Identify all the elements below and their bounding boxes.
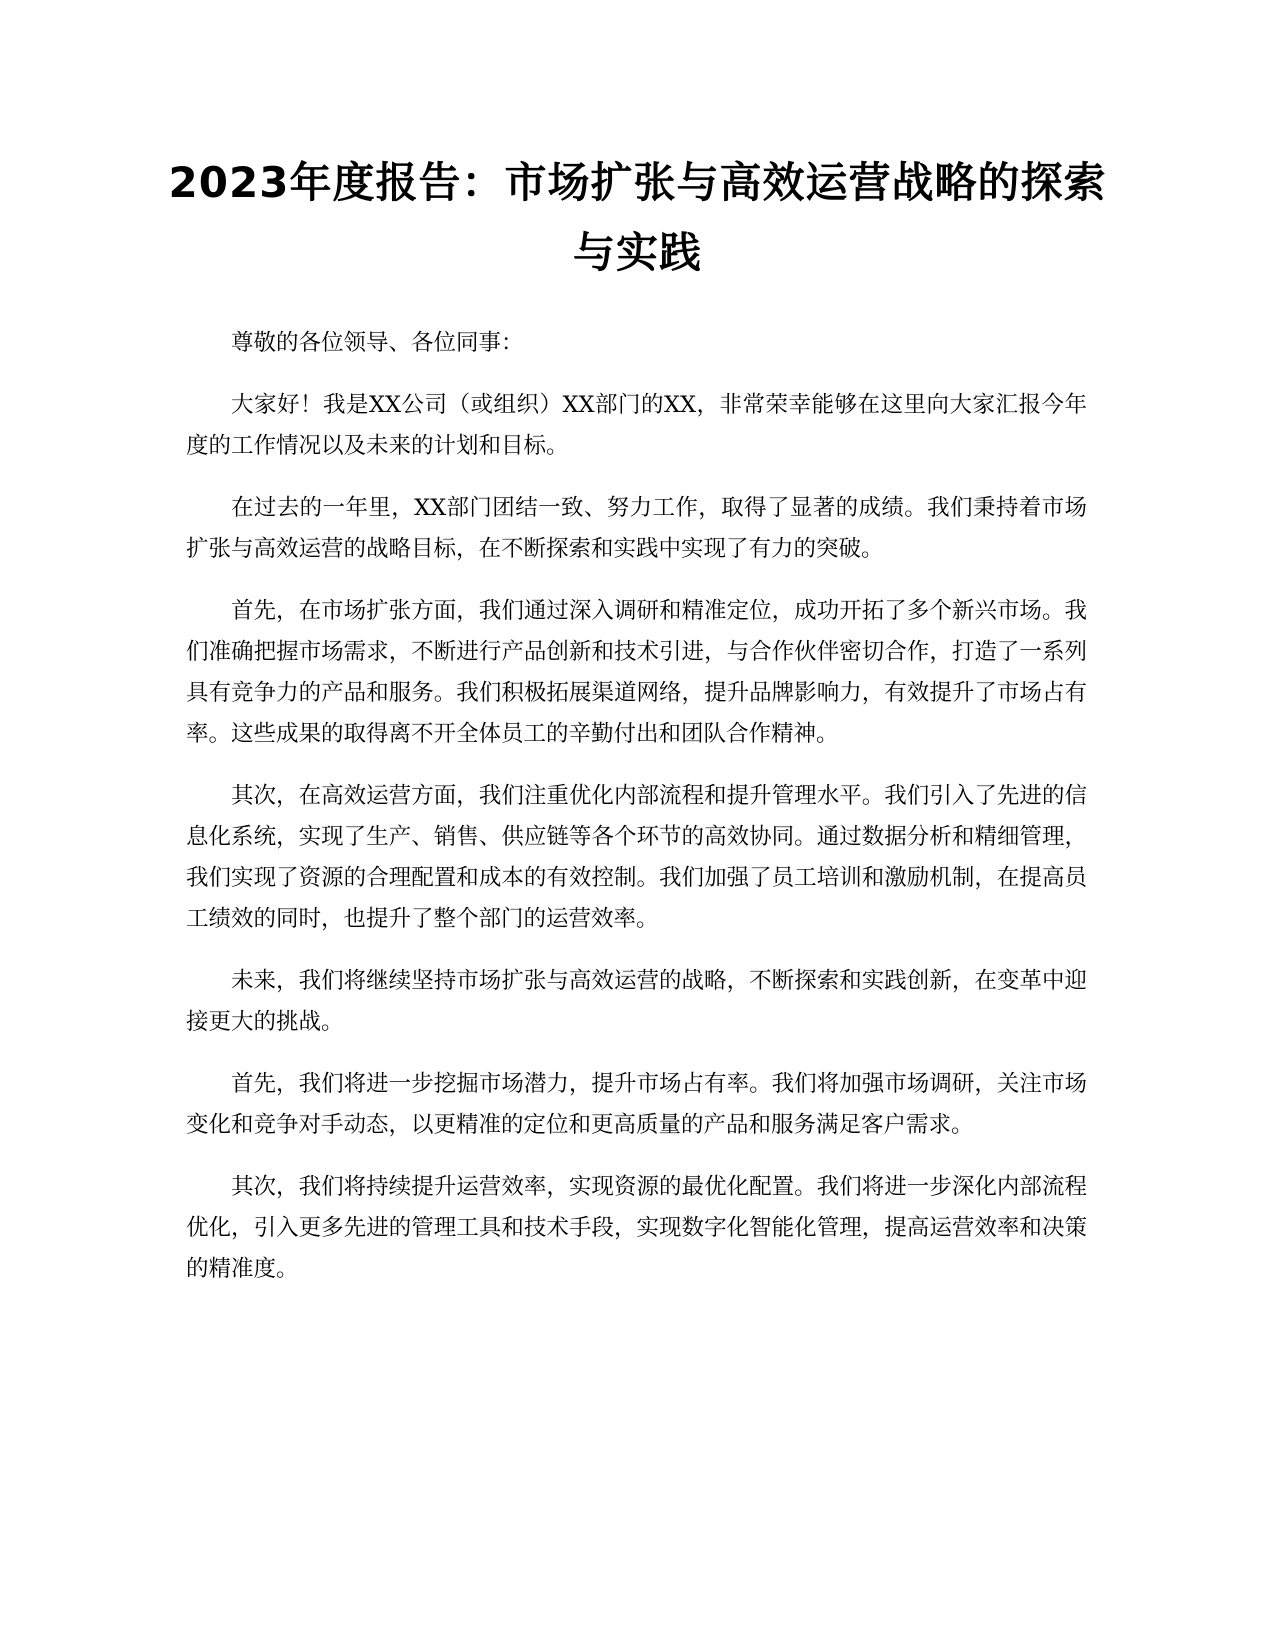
paragraph-future: 未来，我们将继续坚持市场扩张与高效运营的战略，不断探索和实践创新，在变革中迎接更大的挑战。 — [186, 968, 1087, 1035]
document-title: 2023年度报告：市场扩张与高效运营战略的探索与实践 — [168, 158, 1107, 277]
paragraph-efficient-operations: 其次，在高效运营方面，我们注重优化内部流程和提升管理水平。我们引入了先进的信息化系统，实现了生产、销售、供应链等各个环节的高效协同。通过数据分析和精细管理，我们实现了资源的合理配置和成本的有效控制。我们加强了员工培训和激励机制，在提高员工绩效的同时，也提升了整个部门的运营效率。 — [186, 783, 1087, 932]
paragraph-future-efficiency: 其次，我们将持续提升运营效率，实现资源的最优化配置。我们将进一步深化内部流程优化，引入更多先进的管理工具和技术手段，实现数字化智能化管理，提高运营效率和决策的精准度。 — [186, 1174, 1087, 1282]
paragraph-salutation: 尊敬的各位领导、各位同事： — [231, 330, 524, 356]
paragraph-past-year: 在过去的一年里，XX部门团结一致、努力工作，取得了显著的成绩。我们秉持着市场扩张与高效运营的战略目标，在不断探索和实践中实现了有力的突破。 — [186, 495, 1087, 562]
paragraph-future-market: 首先，我们将进一步挖掘市场潜力，提升市场占有率。我们将加强市场调研，关注市场变化和竞争对手动态，以更精准的定位和更高质量的产品和服务满足客户需求。 — [186, 1071, 1087, 1138]
paragraph-market-expansion: 首先，在市场扩张方面，我们通过深入调研和精准定位，成功开拓了多个新兴市场。我们准确把握市场需求，不断进行产品创新和技术引进，与合作伙伴密切合作，打造了一系列具有竞争力的产品和服务。我们积极拓展渠道网络，提升品牌影响力，有效提升了市场占有率。这些成果的取得离不开全体员工的辛勤付出和团队合作精神。 — [186, 598, 1087, 747]
paragraph-greeting: 大家好！我是XX公司（或组织）XX部门的XX，非常荣幸能够在这里向大家汇报今年度的工作情况以及未来的计划和目标。 — [186, 392, 1087, 459]
document-body — [186, 323, 1087, 1311]
